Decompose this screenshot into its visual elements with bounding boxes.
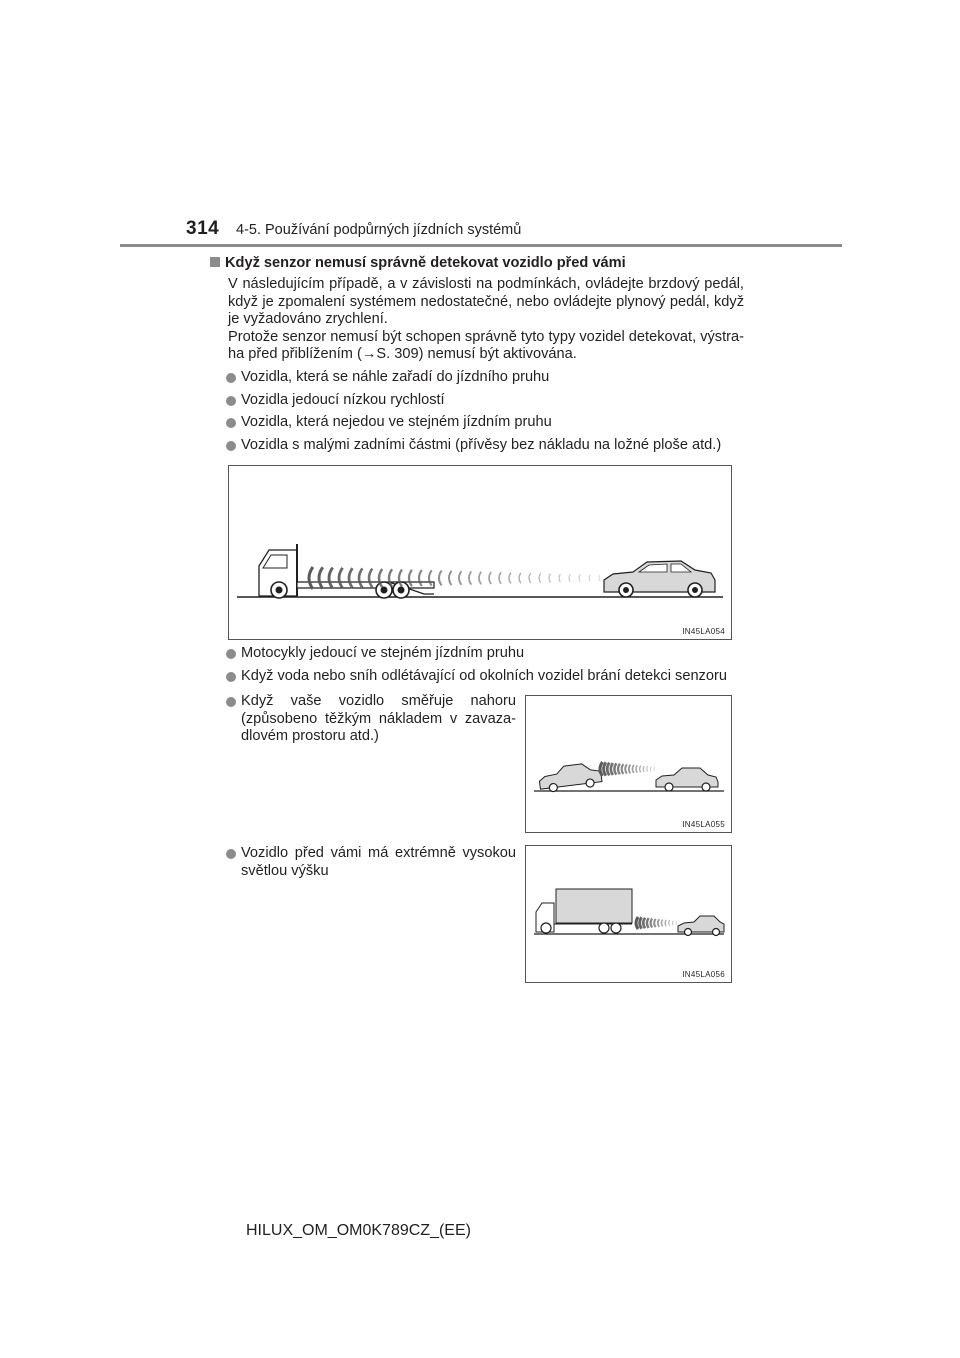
chapter-title: 4-5. Používání podpůrných jízdních systémů xyxy=(236,222,522,238)
section-heading-text: Když senzor nemusí správně detekovat vozidlo před vámi xyxy=(225,255,626,271)
list-item xyxy=(226,369,766,387)
list-item-text: Motocykly jedoucí ve stejném jízdním pruhu xyxy=(241,645,525,661)
list-item xyxy=(226,645,766,663)
intro-text xyxy=(228,276,744,364)
sensor-wave-pattern xyxy=(636,917,677,929)
header-rule xyxy=(120,244,842,247)
round-bullet-icon xyxy=(226,441,236,451)
list-item xyxy=(226,845,516,880)
section-heading xyxy=(210,255,626,271)
round-bullet-icon xyxy=(226,672,236,682)
round-bullet-icon xyxy=(226,373,236,383)
list-item-text: Vozidla s malými zadními částmi (přívěsy bez nákladu na ložné ploše atd.) xyxy=(241,437,722,453)
figure-code: IN45LA054 xyxy=(682,627,725,636)
page-number: 314 xyxy=(186,218,220,239)
round-bullet-icon xyxy=(226,697,236,707)
list-item xyxy=(226,437,766,455)
square-bullet-icon xyxy=(210,257,220,267)
round-bullet-icon xyxy=(226,418,236,428)
list-item-text: Vozidla, která se náhle zařadí do jízdního pruhu xyxy=(241,369,550,385)
figure-trailer-illustration xyxy=(228,465,732,640)
intro-paragraph-1: V následujícím případě, a v závislosti na podmínkách, ovládejte brzdový pedál, když je zpomalení systémem nedostatečné, nebo ovládejte plynový pedál, když je vyžadováno zrychlení. xyxy=(228,276,744,328)
list-item-text: Vozidla, která nejedou ve stejném jízdním pruhu xyxy=(241,414,552,430)
figure-high-truck-illustration xyxy=(525,845,732,983)
tilted-car-scene-illustration xyxy=(526,696,731,832)
list-item xyxy=(226,392,766,410)
high-truck-scene-illustration xyxy=(526,846,731,982)
figure-code: IN45LA055 xyxy=(682,820,725,829)
list-item xyxy=(226,693,516,746)
list-item-text: Když vaše vozidlo směřuje nahoru (způsobeno těžkým nákladem v zavaza- dlovém prostoru atd.) xyxy=(241,693,516,745)
list-item-text: Když voda nebo sníh odlétávající od okolních vozidel brání detekci senzoru xyxy=(241,668,727,684)
round-bullet-icon xyxy=(226,396,236,406)
round-bullet-icon xyxy=(226,649,236,659)
intro-paragraph-2: Protože senzor nemusí být schopen správně tyto typy vozidel detekovat, výstra- ha před přiblížením (→S. 309) nemusí být aktivována. xyxy=(228,328,744,363)
round-bullet-icon xyxy=(226,849,236,859)
list-item xyxy=(226,668,766,686)
document-id: HILUX_OM_OM0K789CZ_(EE) xyxy=(246,1222,471,1239)
trailer-scene-illustration xyxy=(229,466,731,639)
figure-tilted-car-illustration xyxy=(525,695,732,833)
list-item-text: Vozidla jedoucí nízkou rychlostí xyxy=(241,392,445,408)
list-item xyxy=(226,414,766,432)
figure-code: IN45LA056 xyxy=(682,970,725,979)
sensor-wave-pattern xyxy=(600,762,655,776)
list-item-text: Vozidlo před vámi má extrémně vysokou světlou výšku xyxy=(241,845,516,879)
